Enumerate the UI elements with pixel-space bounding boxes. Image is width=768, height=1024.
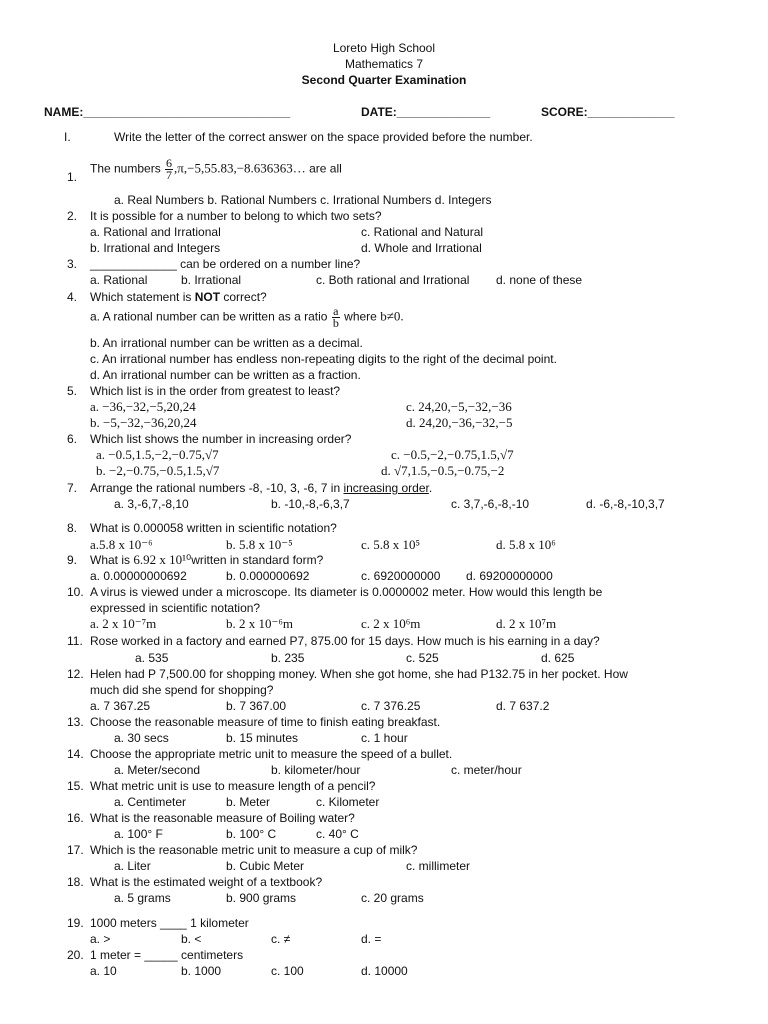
q3-option-c: c. Both rational and Irrational <box>316 273 470 287</box>
q5-option-a: a. −36,−32,−5,20,24 <box>90 399 196 414</box>
q14-option-b: b. kilometer/hour <box>271 763 361 777</box>
q8-number: 8. <box>67 521 78 535</box>
q18-option-a: a. 5 grams <box>114 891 171 905</box>
q2-stem: It is possible for a number to belong to which two sets? <box>90 209 382 223</box>
date-field[interactable]: DATE:______________ <box>361 105 491 119</box>
q12-option-a: a. 7 367.25 <box>90 699 151 713</box>
q6-option-c: c. −0.5,−2,−0.75,1.5,√7 <box>391 447 514 462</box>
q19-option-b: b. < <box>181 932 202 946</box>
q8-option-c: c. 5.8 x 10⁵ <box>361 537 421 552</box>
q17-option-b: b. Cubic Meter <box>226 859 305 873</box>
score-field[interactable]: SCORE:_____________ <box>541 105 675 119</box>
q9-option-a: a. 0.00000000692 <box>90 569 187 583</box>
q4-option-c: c. An irrational number has endless non-repeating digits to the right of the decimal point. <box>90 352 557 366</box>
q18-option-c: c. 20 grams <box>361 891 424 905</box>
q8-option-a: a.5.8 x 10⁻⁶ <box>90 537 153 552</box>
q6-option-b: b. −2,−0.75,−0.5,1.5,√7 <box>96 463 220 478</box>
q11-number: 11. <box>67 634 83 648</box>
q19-option-a: a. > <box>90 932 111 946</box>
q3-number: 3. <box>67 257 78 271</box>
q1-stem: The numbers $\frac{6}{7}$ ,π,−5,55.83,−8.636363… are all <box>90 156 342 182</box>
q10-stem-line2: expressed in scientific notation? <box>90 601 261 615</box>
q5-stem: Which list is in the order from greatest to least? <box>90 384 341 398</box>
q10-option-a: a. 2 x 10⁻⁷m <box>90 616 157 631</box>
name-field[interactable]: NAME:_______________________________ <box>44 105 291 119</box>
q2-option-c: c. Rational and Natural <box>361 225 484 239</box>
q15-stem: What metric unit is use to measure length of a pencil? <box>90 779 376 793</box>
q10-option-d: d. 2 x 10⁷m <box>496 616 557 631</box>
q19-option-c: c. ≠ <box>271 932 291 946</box>
q10-number: 10. <box>67 585 84 599</box>
q14-option-c: c. meter/hour <box>451 763 522 777</box>
q13-option-b: b. 15 minutes <box>226 731 299 745</box>
q20-option-a: a. 10 <box>90 964 117 978</box>
q7-option-a: a. 3,-6,7,-8,10 <box>114 497 189 511</box>
q19-number: 19. <box>67 916 84 930</box>
q14-number: 14. <box>67 747 84 761</box>
q15-option-a: a. Centimeter <box>114 795 187 809</box>
q2-option-b: b. Irrational and Integers <box>90 241 221 255</box>
q6-stem: Which list shows the number in increasing order? <box>90 432 352 446</box>
q7-number: 7. <box>67 481 78 495</box>
q9-option-d: d. 69200000000 <box>466 569 553 583</box>
q4-option-a: a. A rational number can be written as a ratio $\frac{a}{b}$ where b≠0. <box>90 304 404 330</box>
q9-stem: What is 6.92 x 10¹⁰written in standard form? <box>90 552 324 567</box>
q5-option-b: b. −5,−32,−36,20,24 <box>90 415 197 430</box>
q9-option-c: c. 6920000000 <box>361 569 441 583</box>
q6-option-a: a. −0.5,1.5,−2,−0.75,√7 <box>96 447 219 462</box>
section-roman: I. <box>64 130 71 144</box>
q16-option-c: c. 40° C <box>316 827 359 841</box>
q4-number: 4. <box>67 290 78 304</box>
q20-option-b: b. 1000 <box>181 964 222 978</box>
q20-option-c: c. 100 <box>271 964 304 978</box>
q6-option-d: d. √7,1.5,−0.5,−0.75,−2 <box>381 463 505 478</box>
q12-option-c: c. 7 376.25 <box>361 699 421 713</box>
q7-option-c: c. 3,7,-6,-8,-10 <box>451 497 530 511</box>
q4-fraction: $\frac{a}{b}$ <box>332 304 339 330</box>
q8-stem: What is 0.000058 written in scientific notation? <box>90 521 337 535</box>
q11-option-c: c. 525 <box>406 651 439 665</box>
q5-option-c: c. 24,20,−5,−32,−36 <box>406 399 512 414</box>
q16-option-a: a. 100° F <box>114 827 163 841</box>
q13-option-c: c. 1 hour <box>361 731 408 745</box>
q7-stem: Arrange the rational numbers -8, -10, 3, -6, 7 in increasing order. <box>90 481 433 495</box>
q9-number: 9. <box>67 553 78 567</box>
q11-option-d: d. 625 <box>541 651 575 665</box>
q10-stem-line1: A virus is viewed under a microscope. Its diameter is 0.0000002 meter. How would this length be <box>90 585 603 599</box>
q12-stem-line2: much did she spend for shopping? <box>90 683 274 697</box>
q3-option-d: d. none of these <box>496 273 583 287</box>
q10-option-c: c. 2 x 10⁶m <box>361 616 421 631</box>
q4-option-d: d. An irrational number can be written as a fraction. <box>90 368 361 382</box>
q5-number: 5. <box>67 384 78 398</box>
q1-options: a. Real Numbers b. Rational Numbers c. Irrational Numbers d. Integers <box>114 193 492 207</box>
q18-stem: What is the estimated weight of a textbook? <box>90 875 323 889</box>
q19-stem: 1000 meters ____ 1 kilometer <box>90 916 249 930</box>
q8-option-d: d. 5.8 x 10⁶ <box>496 537 556 552</box>
q11-option-a: a. 535 <box>135 651 169 665</box>
q17-number: 17. <box>67 843 84 857</box>
q11-stem: Rose worked in a factory and earned P7, 875.00 for 15 days. How much is his earning in a day? <box>90 634 600 648</box>
q11-option-b: b. 235 <box>271 651 305 665</box>
q17-option-a: a. Liter <box>114 859 151 873</box>
q4-option-b: b. An irrational number can be written as a decimal. <box>90 336 363 350</box>
q12-number: 12. <box>67 667 84 681</box>
q7-option-b: b. -10,-8,-6,3,7 <box>271 497 350 511</box>
q16-number: 16. <box>67 811 84 825</box>
q3-option-b: b. Irrational <box>181 273 242 287</box>
q13-option-a: a. 30 secs <box>114 731 169 745</box>
q12-option-b: b. 7 367.00 <box>226 699 287 713</box>
q9-option-b: b. 0.000000692 <box>226 569 310 583</box>
q7-option-d: d. -6,-8,-10,3,7 <box>586 497 665 511</box>
q3-option-a: a. Rational <box>90 273 148 287</box>
q1-fraction: $\frac{6}{7}$ <box>166 156 173 182</box>
school-name: Loreto High School <box>332 41 436 55</box>
q10-option-b: b. 2 x 10⁻⁶m <box>226 616 294 631</box>
q5-option-d: d. 24,20,−36,−32,−5 <box>406 415 513 430</box>
q4-stem: Which statement is NOT correct? <box>90 290 267 304</box>
q17-stem: Which is the reasonable metric unit to measure a cup of milk? <box>90 843 418 857</box>
q15-option-c: c. Kilometer <box>316 795 380 809</box>
q18-number: 18. <box>67 875 84 889</box>
q2-number: 2. <box>67 209 78 223</box>
q20-stem: 1 meter = _____ centimeters <box>90 948 244 962</box>
q2-option-d: d. Whole and Irrational <box>361 241 482 255</box>
q13-stem: Choose the reasonable measure of time to finish eating breakfast. <box>90 715 441 729</box>
section-instructions: Write the letter of the correct answer on the space provided before the number. <box>114 130 533 144</box>
q15-option-b: b. Meter <box>226 795 271 809</box>
q16-stem: What is the reasonable measure of Boiling water? <box>90 811 355 825</box>
q20-option-d: d. 10000 <box>361 964 408 978</box>
q13-number: 13. <box>67 715 84 729</box>
q14-option-a: a. Meter/second <box>114 763 201 777</box>
q18-option-b: b. 900 grams <box>226 891 297 905</box>
q8-option-b: b. 5.8 x 10⁻⁵ <box>226 537 293 552</box>
q16-option-b: b. 100° C <box>226 827 277 841</box>
q12-stem-line1: Helen had P 7,500.00 for shopping money. When she got home, she had P132.75 in her pocket. How <box>90 667 628 681</box>
q6-number: 6. <box>67 432 78 446</box>
q14-stem: Choose the appropriate metric unit to measure the speed of a bullet. <box>90 747 453 761</box>
exam-title: Second Quarter Examination <box>301 73 467 87</box>
q19-option-d: d. = <box>361 932 382 946</box>
q20-number: 20. <box>67 948 84 962</box>
q17-option-c: c. millimeter <box>406 859 471 873</box>
subject-name: Mathematics 7 <box>344 57 424 71</box>
q15-number: 15. <box>67 779 84 793</box>
q3-stem: _____________ can be ordered on a number line? <box>90 257 361 271</box>
q1-number: 1. <box>67 170 78 184</box>
q2-option-a: a. Rational and Irrational <box>90 225 221 239</box>
q12-option-d: d. 7 637.2 <box>496 699 550 713</box>
